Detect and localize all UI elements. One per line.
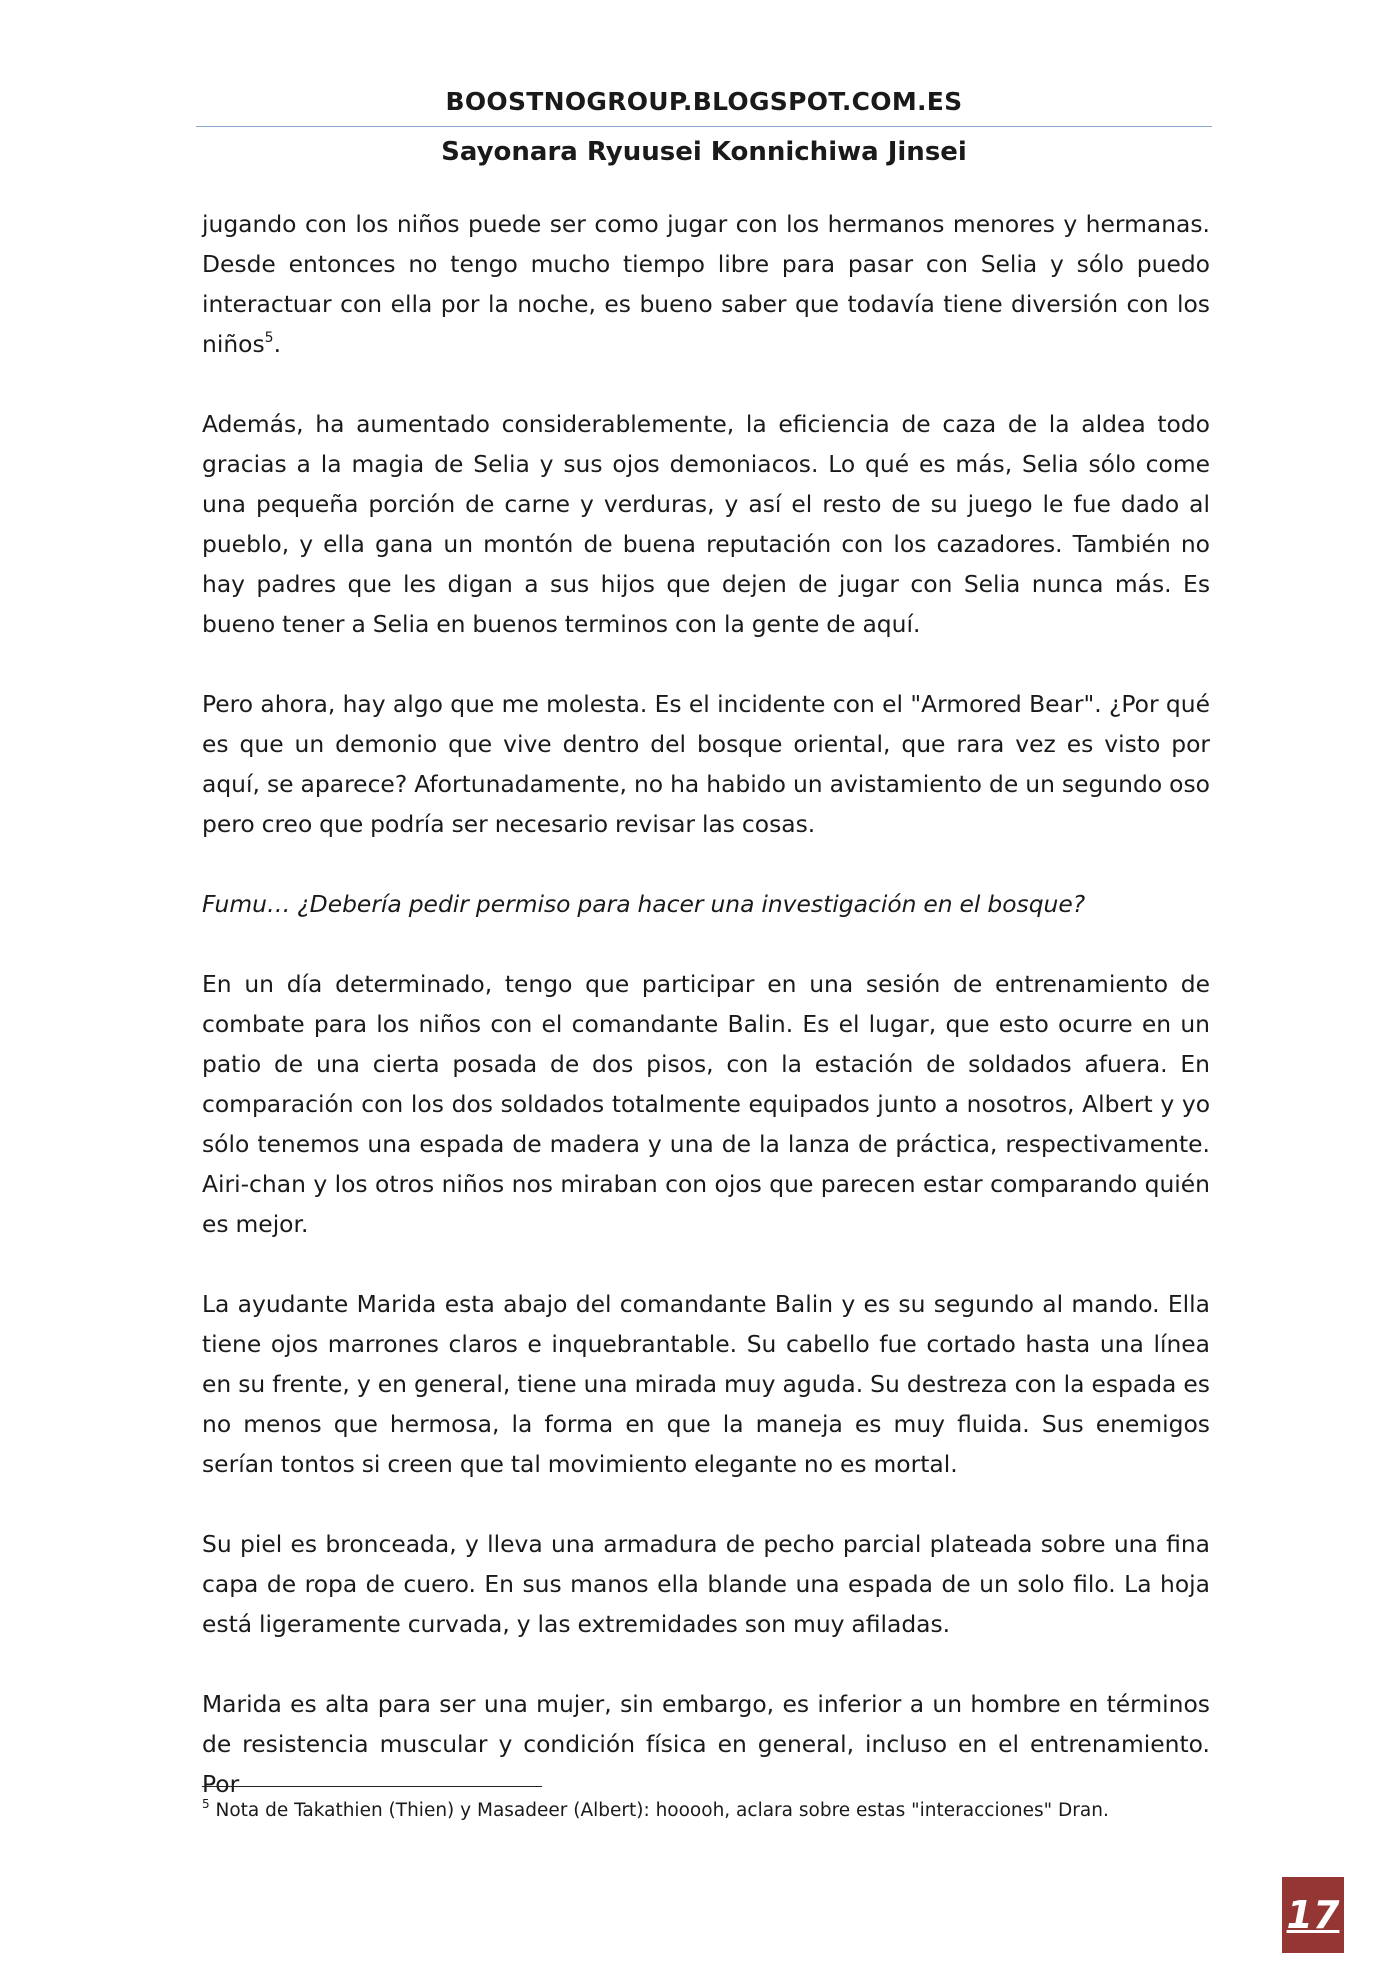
paragraph: Pero ahora, hay algo que me molesta. Es el incidente con el "Armored Bear". ¿Por qué es que un demonio que vive dentro del bosque oriental, que rara vez es visto por aquí, se aparece? Afortunadamente, no ha habido un avistamiento de un segundo oso pero creo que podría ser necesario revisar las cosas. — [202, 690, 1210, 838]
footnote-ref[interactable]: 5 — [264, 330, 274, 346]
paragraph: En un día determinado, tengo que participar en una sesión de entrenamiento de combate para los niños con el comandante Balin. Es el lugar, que esto ocurre en un patio de una cierta posada de dos pisos, con la estación de soldados afuera. En comparación con los dos soldados totalmente equipados junto a nosotros, Albert y yo sólo tenemos una espada de madera y una de la lanza de práctica, respectivamente. Airi-chan y los otros niños nos miraban con ojos que parecen estar comparando quién es mejor. — [202, 970, 1210, 1238]
footnote-number: 5 — [202, 1797, 210, 1811]
header-rule — [196, 126, 1212, 127]
footnote-text: Nota de Takathien (Thien) y Masadeer (Albert): hooooh, aclara sobre estas "interacciones" Dran. — [209, 1800, 1109, 1821]
paragraph: jugando con los niños puede ser como jugar con los hermanos menores y hermanas. Desde entonces no tengo mucho tiempo libre para pasar con Selia y sólo puedo interactuar con ella por la noche, es bueno saber que todavía tiene diversión con los niños$^5$. — [202, 210, 1210, 358]
paragraph: La ayudante Marida esta abajo del comandante Balin y es su segundo al mando. Ella tiene ojos marrones claros e inquebrantable. Su cabello fue cortado hasta una línea en su frente, y en general, tiene una mirada muy aguda. Su destreza con la espada es no menos que hermosa, la forma en que la maneja es muy fluida. Sus enemigos serían tontos si creen que tal movimiento elegante no es mortal. — [202, 1290, 1210, 1478]
footnote — [202, 1798, 1210, 1824]
site-name: BOOSTNOGROUP.BLOGSPOT.COM.ES — [445, 87, 963, 116]
paragraph: Marida es alta para ser una mujer, sin embargo, es inferior a un hombre en términos de resistencia muscular y condición física en general, incluso en el entrenamiento. Por — [202, 1690, 1210, 1798]
page-number: 17 — [1286, 1893, 1340, 1937]
page-number-badge — [1282, 1877, 1344, 1953]
footnote-separator — [202, 1786, 542, 1787]
body-text — [202, 204, 1210, 1844]
paragraph: Además, ha aumentado considerablemente, la eficiencia de caza de la aldea todo gracias a la magia de Selia y sus ojos demoniacos. Lo qué es más, Selia sólo come una pequeña porción de carne y verduras, y así el resto de su juego le fue dado al pueblo, y ella gana un montón de buena reputación con los cazadores. También no hay padres que les digan a sus hijos que dejen de jugar con Selia nunca más. Es bueno tener a Selia en buenos terminos con la gente de aquí. — [202, 410, 1210, 638]
paragraph: Su piel es bronceada, y lleva una armadura de pecho parcial plateada sobre una fina capa de ropa de cuero. En sus manos ella blande una espada de un solo filo. La hoja está ligeramente curvada, y las extremidades son muy afiladas. — [202, 1530, 1210, 1638]
paragraph-italic-thought: Fumu… ¿Debería pedir permiso para hacer una investigación en el bosque? — [202, 890, 1086, 918]
document-title: Sayonara Ryuusei Konnichiwa Jinsei — [441, 137, 967, 167]
